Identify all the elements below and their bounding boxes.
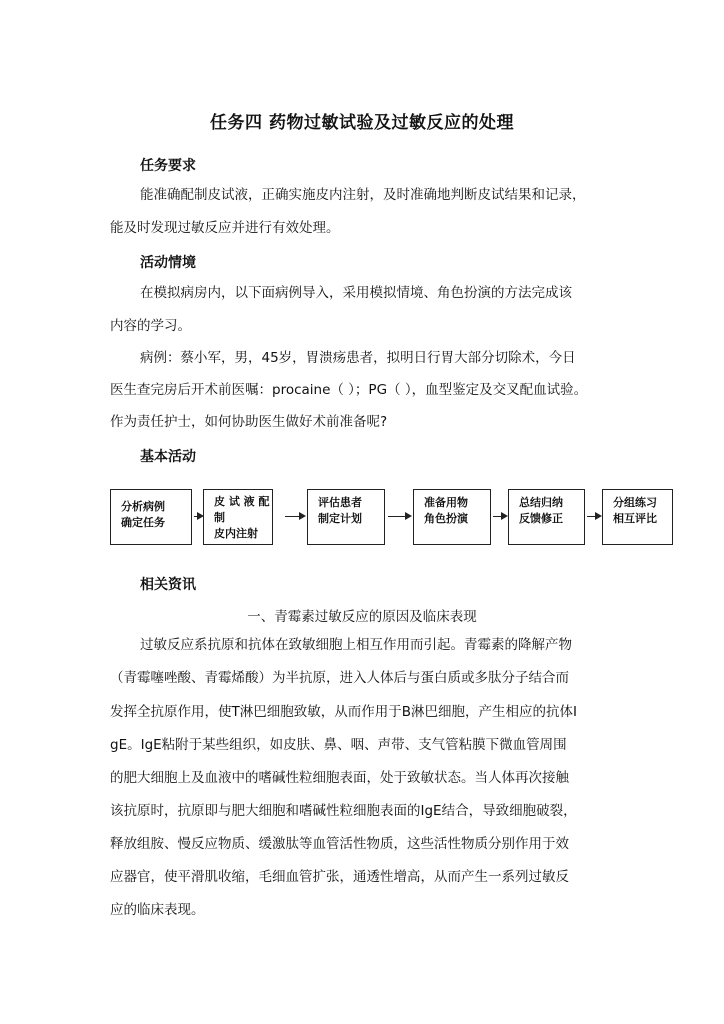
- flow-step-prepare-items: [413, 489, 491, 545]
- info-line: 发挥全抗原作用，使T淋巴细胞致敏，从而作用于B淋巴细胞，产生相应的抗体I: [110, 704, 577, 720]
- flow-arrow-4: [493, 516, 506, 517]
- heading-scenario: 活动情境: [140, 255, 196, 271]
- flow-step-text: 评估患者: [318, 496, 362, 509]
- flow-step-text: 总结归纳: [519, 496, 563, 509]
- heading-info: 相关资讯: [140, 577, 196, 593]
- scenario-line: 内容的学习。: [110, 318, 191, 334]
- flow-arrow-3: [388, 516, 410, 517]
- flow-step-text: 角色扮演: [424, 512, 468, 525]
- info-line: 过敏反应系抗原和抗体在致敏细胞上相互作用而引起。青霉素的降解产物: [140, 637, 572, 653]
- flow-step-text: 确定任务: [121, 516, 165, 529]
- info-line: 的肥大细胞上及血液中的嗜碱性粒细胞表面，处于致敏状态。当人体再次接触: [110, 770, 569, 786]
- scenario-line: 病例：蔡小军，男，45岁，胃溃疡患者，拟明日行胃大部分切除术，今日: [140, 350, 576, 366]
- info-line: 释放组胺、慢反应物质、缓激肽等血管活性物质，这些活性物质分别作用于效: [110, 836, 569, 852]
- requirements-line: 能准确配制皮试液，正确实施皮内注射，及时准确地判断皮试结果和记录，: [140, 187, 586, 203]
- info-line: 应器官，使平滑肌收缩，毛细血管扩张，通透性增高，从而产生一系列过敏反: [110, 869, 569, 885]
- heading-requirements: 任务要求: [140, 158, 196, 174]
- info-line: 应的临床表现。: [110, 902, 205, 918]
- heading-activities: 基本活动: [140, 449, 196, 465]
- info-line: 该抗原时，抗原即与肥大细胞和嗜碱性粒细胞表面的IgE结合，导致细胞破裂，: [110, 803, 577, 819]
- flow-step-prepare-solution: [203, 489, 273, 545]
- flow-step-text: 分组练习: [613, 496, 657, 509]
- flow-step-practice: [602, 489, 673, 545]
- info-line: （青霉噻唑酸、青霉烯酸）为半抗原，进入人体后与蛋白质或多肽分子结合而: [110, 670, 569, 686]
- scenario-line: 在模拟病房内，以下面病例导入，采用模拟情境、角色扮演的方法完成该: [140, 285, 572, 301]
- flow-step-text: 制定计划: [318, 512, 362, 525]
- scenario-line: 医生查完房后开术前医嘱：procaine（ ）；PG（ ），血型鉴定及交叉配血试验。: [110, 382, 588, 398]
- info-subheading: 一、青霉素过敏反应的原因及临床表现: [247, 609, 477, 625]
- flow-step-text: 反馈修正: [519, 512, 563, 525]
- flow-arrow-5: [587, 516, 600, 517]
- flow-step-text: 准备用物: [424, 496, 468, 509]
- flow-step-text: 相互评比: [613, 512, 657, 525]
- flow-step-text: 皮内注射: [214, 527, 258, 540]
- flow-step-assess: [307, 489, 385, 545]
- scenario-line: 作为责任护士，如何协助医生做好术前准备呢?: [110, 414, 388, 430]
- flow-step-summarize: [508, 489, 585, 545]
- flow-arrow-1: [194, 516, 202, 517]
- flow-step-text: 皮 试 液 配: [214, 495, 270, 508]
- flow-step-analyze: [110, 489, 192, 545]
- page-title: 任务四 药物过敏试验及过敏反应的处理: [210, 113, 514, 133]
- requirements-line: 能及时发现过敏反应并进行有效处理。: [110, 220, 340, 236]
- flow-step-text: 分析病例: [121, 500, 165, 513]
- flow-arrow-2: [285, 516, 304, 517]
- info-line: gE。IgE粘附于某些组织，如皮肤、鼻、咽、声带、支气管粘膜下微血管周围: [110, 737, 567, 753]
- flow-step-text: 制: [214, 511, 225, 524]
